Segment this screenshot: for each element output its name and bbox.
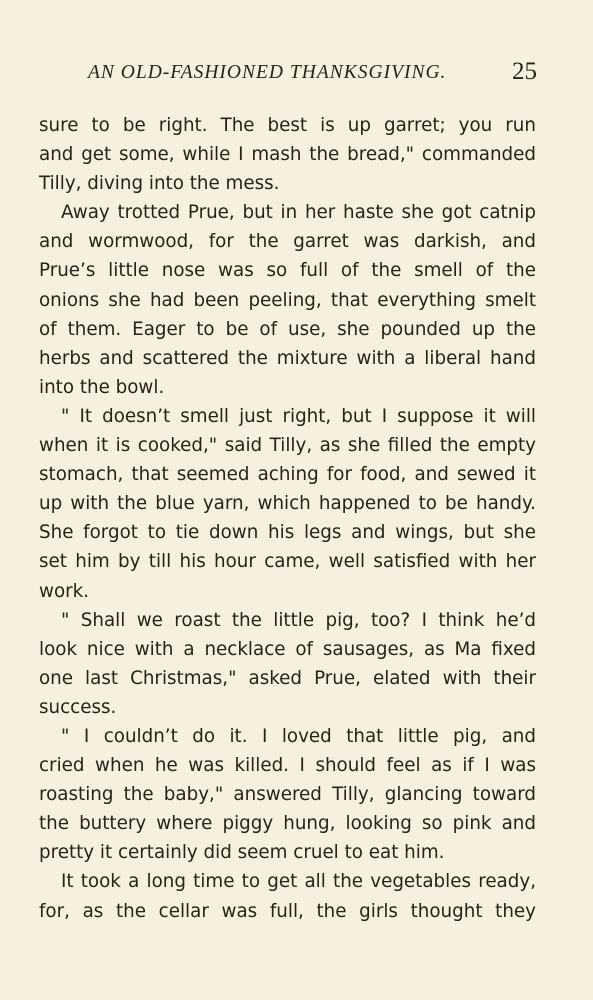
text-line: and wormwood, for the garret was darkish, and bbox=[39, 231, 536, 253]
text-line: herbs and scattered the mixture with a liberal hand bbox=[39, 347, 536, 369]
body-text bbox=[39, 111, 536, 926]
text-line: stomach, that seemed aching for food, and sewed it bbox=[39, 464, 536, 486]
text-line: of them. Eager to be of use, she pounded up the bbox=[39, 318, 536, 340]
text-line: roasting the baby," answered Tilly, glancing toward bbox=[39, 784, 536, 806]
text-line: Prue’s little nose was so full of the smell of the bbox=[39, 260, 536, 282]
text-line: into the bowl. bbox=[39, 376, 165, 398]
text-line: pretty it certainly did seem cruel to eat him. bbox=[39, 842, 445, 864]
text-line: set him by till his hour came, well satisfied with her bbox=[39, 551, 536, 573]
text-line: look nice with a necklace of sausages, as Ma fixed bbox=[39, 638, 536, 660]
text-line: the buttery where piggy hung, looking so pink and bbox=[39, 813, 536, 835]
text-line: sure to be right. The best is up garret; you run bbox=[39, 115, 536, 136]
text-line: and get some, while I mash the bread," commanded bbox=[39, 144, 536, 166]
text-line: onions she had been peeling, that everything smelt bbox=[39, 289, 536, 311]
text-line: up with the blue yarn, which happened to be handy. bbox=[39, 493, 536, 515]
text-line: Away trotted Prue, but in her haste she got catnip bbox=[61, 202, 536, 224]
text-line: " I couldn’t do it. I loved that little pig, and bbox=[61, 725, 536, 747]
page-number: 25 bbox=[512, 58, 537, 85]
text-line: She forgot to tie down his legs and wings, but she bbox=[39, 522, 536, 544]
text-line: success. bbox=[39, 696, 117, 718]
running-title: AN OLD-FASHIONED THANKSGIVING. bbox=[88, 62, 447, 83]
text-line: for, as the cellar was full, the girls thought they bbox=[39, 900, 536, 922]
text-line: one last Christmas," asked Prue, elated with their bbox=[39, 667, 536, 689]
text-line: when it is cooked," said Tilly, as she filled the empty bbox=[39, 435, 536, 457]
text-line: work. bbox=[39, 580, 90, 602]
running-head bbox=[40, 58, 537, 90]
text-line: It took a long time to get all the vegetables ready, bbox=[61, 871, 536, 893]
text-line: " It doesn’t smell just right, but I suppose it will bbox=[61, 405, 536, 427]
text-line: cried when he was killed. I should feel as if I was bbox=[39, 755, 536, 777]
text-line: " Shall we roast the little pig, too? I think he’d bbox=[61, 609, 536, 631]
text-line: Tilly, diving into the mess. bbox=[39, 173, 280, 195]
